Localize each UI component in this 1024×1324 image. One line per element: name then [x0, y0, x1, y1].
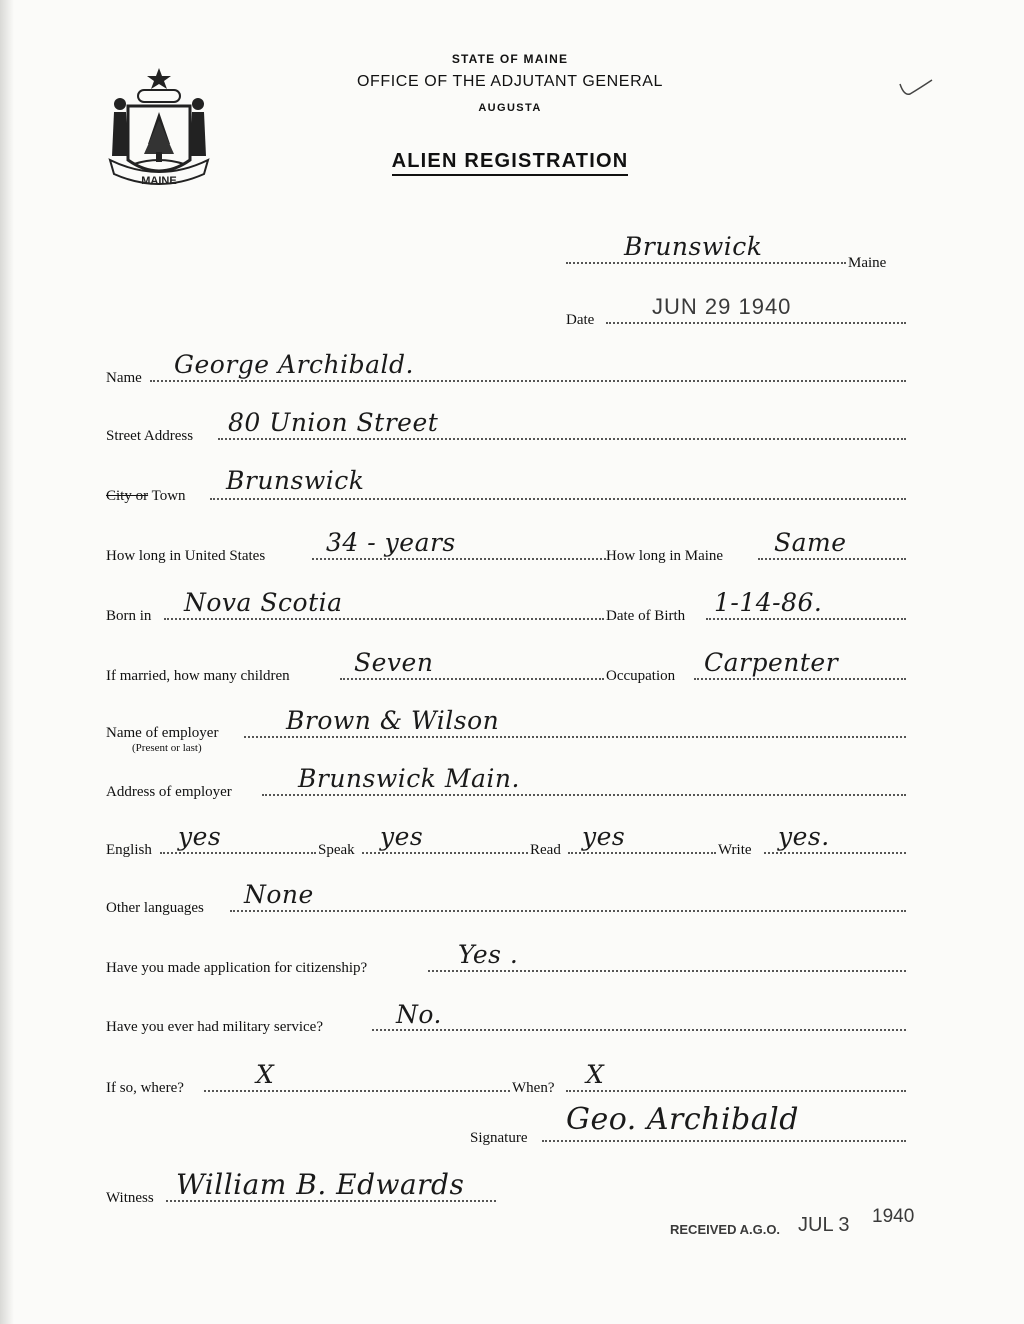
employer-address-label: Address of employer	[106, 784, 232, 800]
when-label: When?	[512, 1080, 555, 1096]
dob-label: Date of Birth	[606, 608, 686, 624]
children-value: Seven	[354, 648, 434, 677]
how-long-maine-value: Same	[774, 528, 847, 557]
header-city: AUGUSTA	[478, 102, 542, 114]
employer-address-value: Brunswick Main.	[298, 764, 520, 793]
citizenship-value: Yes .	[458, 940, 519, 969]
when-value: X	[586, 1060, 605, 1089]
received-stamp-year: 1940	[872, 1206, 915, 1227]
town-line	[210, 498, 906, 500]
born-in-line	[164, 618, 604, 620]
when-line	[566, 1090, 906, 1092]
write-label: Write	[718, 842, 752, 858]
header-office: OFFICE OF THE ADJUTANT GENERAL	[356, 73, 664, 90]
english-value: yes	[178, 822, 222, 851]
where-label: If so, where?	[106, 1080, 184, 1096]
speak-value: yes	[380, 822, 424, 851]
citizenship-label: Have you made application for citizenship?	[106, 960, 368, 976]
speak-line	[362, 852, 528, 854]
citizenship-line	[428, 970, 906, 972]
received-stamp-label: RECEIVED A.G.O.	[670, 1222, 781, 1237]
speak-label: Speak	[318, 842, 355, 858]
children-label: If married, how many children	[106, 668, 290, 684]
check-mark-icon	[896, 74, 936, 104]
write-value: yes.	[778, 822, 830, 851]
english-label: English	[106, 842, 152, 858]
name-label: Name	[106, 370, 142, 386]
name-line	[150, 380, 906, 382]
name-value: George Archibald.	[174, 350, 414, 379]
witness-value: William B. Edwards	[176, 1168, 465, 1201]
occupation-line	[694, 678, 906, 680]
place-label: Maine	[848, 255, 887, 271]
other-languages-line	[230, 910, 906, 912]
read-label: Read	[530, 842, 561, 858]
street-line	[218, 438, 906, 440]
born-in-label: Born in	[106, 608, 152, 624]
employer-address-line	[262, 794, 906, 796]
military-value: No.	[396, 1000, 442, 1029]
how-long-maine-label: How long in Maine	[606, 548, 724, 564]
page-edge-shadow	[0, 0, 14, 1324]
dob-value: 1-14-86.	[714, 588, 823, 617]
english-line	[160, 852, 316, 854]
date-stamp: JUN 29 1940	[652, 294, 792, 319]
place-line	[566, 262, 846, 264]
date-line	[606, 322, 906, 324]
where-line	[204, 1090, 510, 1092]
occupation-label: Occupation	[606, 668, 676, 684]
town-value: Brunswick	[226, 466, 365, 495]
children-line	[340, 678, 604, 680]
street-value: 80 Union Street	[228, 408, 439, 437]
write-line	[764, 852, 906, 854]
military-line	[372, 1029, 906, 1031]
where-value: X	[256, 1060, 275, 1089]
employer-label: Name of employer	[106, 725, 219, 741]
street-label: Street Address	[106, 428, 194, 444]
other-languages-label: Other languages	[106, 900, 204, 916]
how-long-us-line	[312, 558, 606, 560]
place-value: Brunswick	[624, 232, 763, 261]
read-line	[568, 852, 716, 854]
occupation-value: Carpenter	[704, 648, 839, 677]
signature-line	[542, 1140, 906, 1142]
received-stamp-date: JUL 3	[798, 1214, 850, 1236]
form-title: ALIEN REGISTRATION	[300, 150, 720, 173]
employer-sublabel: (Present or last)	[132, 742, 202, 754]
employer-value: Brown & Wilson	[286, 706, 500, 735]
witness-label: Witness	[106, 1190, 154, 1206]
header-state: STATE OF MAINE	[451, 52, 569, 66]
maine-state-seal-icon	[104, 64, 214, 196]
dob-line	[706, 618, 906, 620]
born-in-value: Nova Scotia	[184, 588, 343, 617]
military-label: Have you ever had military service?	[106, 1019, 323, 1035]
other-languages-value: None	[244, 880, 314, 909]
date-label: Date	[566, 312, 595, 328]
how-long-us-label: How long in United States	[106, 548, 266, 564]
signature-label: Signature	[470, 1130, 528, 1146]
town-label: City or Town	[106, 488, 186, 504]
how-long-us-value: 34 - years	[326, 528, 456, 557]
signature-value: Geo. Archibald	[566, 1102, 799, 1137]
svg-text:MAINE: MAINE	[141, 175, 177, 187]
employer-line	[244, 736, 906, 738]
how-long-maine-line	[758, 558, 906, 560]
read-value: yes	[582, 822, 626, 851]
